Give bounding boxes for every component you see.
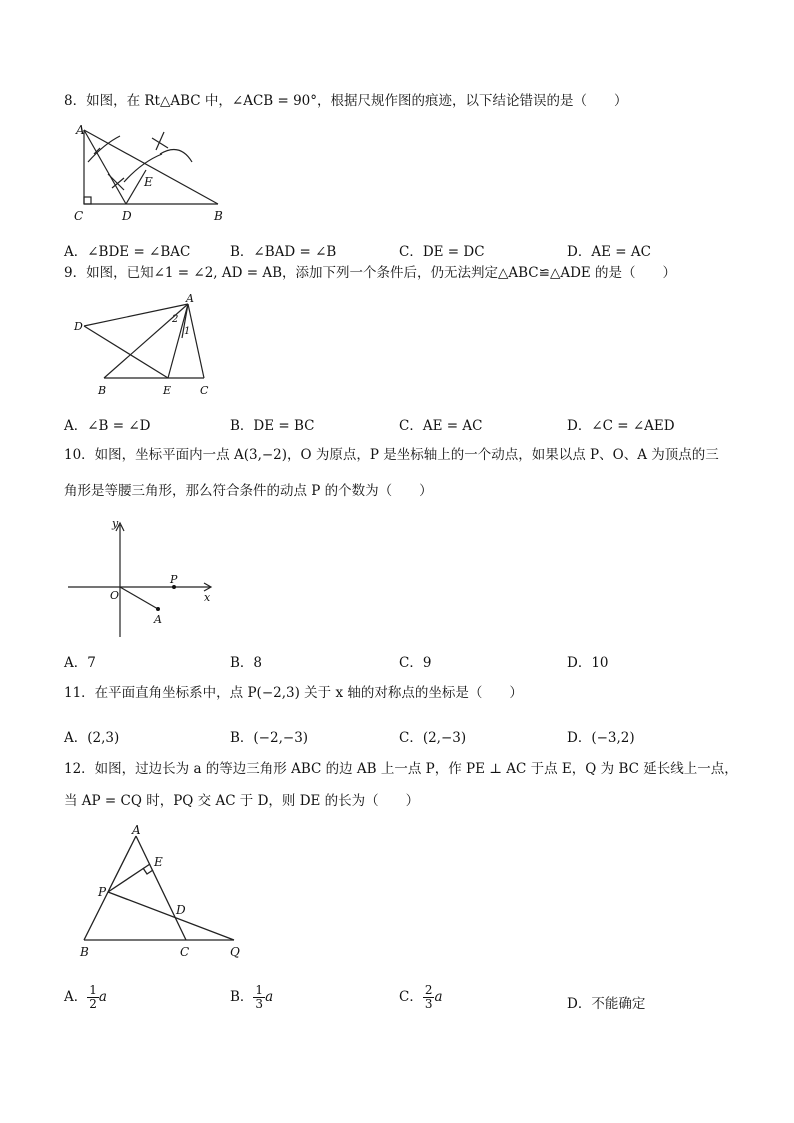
q9-label-b: B — [98, 384, 107, 397]
question-11-options — [64, 726, 704, 746]
q8-label-b: B — [214, 209, 223, 223]
q12-option-d-text: 不能确定 — [591, 996, 646, 1012]
q12-option-d-prefix: D． — [567, 996, 592, 1012]
q12-option-d[interactable] — [567, 992, 645, 1012]
q12-option-a-num: 1 — [89, 983, 97, 997]
question-12-options — [64, 984, 704, 1024]
question-10-stem-line2: 角形是等腰三角形，那么符合条件的动点 P 的个数为（ ） — [64, 483, 433, 499]
question-10-options — [64, 651, 704, 671]
q8-label-e: E — [144, 175, 153, 189]
q9-label-a: A — [186, 292, 194, 305]
q12-option-c-var: a — [434, 989, 443, 1005]
q12-option-b-den: 3 — [255, 997, 264, 1011]
q12-option-a-var: a — [98, 989, 107, 1005]
q8-label-a: A — [76, 123, 85, 137]
q12-label-a: A — [132, 823, 141, 837]
question-9-figure — [64, 292, 224, 400]
q10-label-o: O — [110, 589, 120, 602]
q12-option-b-fraction — [253, 984, 265, 1011]
q12-label-p: P — [98, 885, 107, 899]
q9-option-a[interactable]: A．∠B = ∠D — [64, 418, 151, 434]
q11-option-a[interactable]: A．(2,3) — [64, 730, 120, 746]
question-12-stem-line1: 12．如图，过边长为 a 的等边三角形 ABC 的边 AB 上一点 P，作 PE ⊥ AC 于点 E，Q 为 BC 延长线上一点， — [64, 761, 738, 777]
q12-option-a[interactable] — [64, 984, 107, 1011]
q10-option-c[interactable]: C．9 — [399, 655, 432, 671]
question-10-figure — [64, 515, 224, 640]
q12-option-c[interactable] — [399, 984, 443, 1011]
q12-option-a-prefix: A． — [64, 989, 88, 1005]
q8-option-c[interactable]: C．DE = DC — [399, 244, 485, 260]
q10-option-b[interactable]: B．8 — [230, 655, 263, 671]
question-10-stem-line1: 10．如图，坐标平面内一点 A(3,−2)，O 为原点，P 是坐标轴上的一个动点，如果以点 P、O、A 为顶点的三 — [64, 447, 719, 463]
q10-label-p: P — [170, 573, 178, 586]
q12-option-a-den: 2 — [89, 997, 97, 1011]
q9-option-b[interactable]: B．DE = BC — [230, 418, 315, 434]
q12-option-b[interactable] — [230, 984, 273, 1011]
q9-label-2: 2 — [172, 314, 179, 325]
q10-option-a[interactable]: A．7 — [64, 655, 96, 671]
q8-label-c: C — [74, 209, 84, 223]
q12-option-b-prefix: B． — [230, 989, 254, 1005]
question-9-stem: 9．如图，已知∠1 = ∠2, AD = AB，添加下列一个条件后，仍无法判定△ABC≌△ADE 的是（ ） — [64, 265, 677, 281]
q9-label-e: E — [163, 384, 172, 397]
q8-option-b[interactable]: B．∠BAD = ∠B — [230, 244, 337, 260]
q11-option-c[interactable]: C．(2,−3) — [399, 730, 467, 746]
q8-option-d[interactable]: D．AE = AC — [567, 244, 651, 260]
question-11-stem: 11．在平面直角坐标系中，点 P(−2,3) 关于 x 轴的对称点的坐标是（ ） — [64, 685, 523, 701]
q9-label-d: D — [74, 320, 83, 333]
q12-label-e: E — [154, 855, 163, 869]
q9-label-1: 1 — [184, 326, 191, 337]
q12-label-q: Q — [230, 945, 240, 959]
q12-option-c-fraction — [423, 984, 435, 1011]
q12-label-d: D — [176, 903, 186, 917]
q11-option-d[interactable]: D．(−3,2) — [567, 730, 635, 746]
q10-option-d[interactable]: D．10 — [567, 655, 609, 671]
q9-label-c: C — [200, 384, 209, 397]
q12-label-c: C — [180, 945, 190, 959]
q12-option-a-fraction — [87, 984, 99, 1011]
q12-option-b-var: a — [265, 989, 274, 1005]
q12-label-b: B — [80, 945, 89, 959]
question-8-options — [64, 240, 704, 260]
q9-option-d[interactable]: D．∠C = ∠AED — [567, 418, 675, 434]
question-9-options — [64, 414, 704, 434]
q11-option-b[interactable]: B．(−2,−3) — [230, 730, 309, 746]
q9-option-c[interactable]: C．AE = AC — [399, 418, 483, 434]
q10-label-y: y — [112, 517, 119, 530]
q12-option-c-num: 2 — [424, 983, 433, 997]
q8-label-d: D — [122, 209, 132, 223]
q10-label-a: A — [154, 613, 162, 626]
q12-option-c-prefix: C． — [399, 989, 423, 1005]
question-8-figure — [64, 118, 244, 228]
q12-option-b-num: 1 — [255, 983, 264, 997]
question-12-figure — [64, 822, 264, 962]
question-8-stem: 8．如图，在 Rt△ABC 中，∠ACB = 90°，根据尺规作图的痕迹，以下结论错误的是（ ） — [64, 93, 628, 109]
q12-option-c-den: 3 — [424, 997, 433, 1011]
question-12-stem-line2: 当 AP = CQ 时，PQ 交 AC 于 D，则 DE 的长为（ ） — [64, 793, 420, 809]
q10-label-x: x — [204, 591, 211, 604]
q8-option-a[interactable]: A．∠BDE = ∠BAC — [64, 244, 191, 260]
